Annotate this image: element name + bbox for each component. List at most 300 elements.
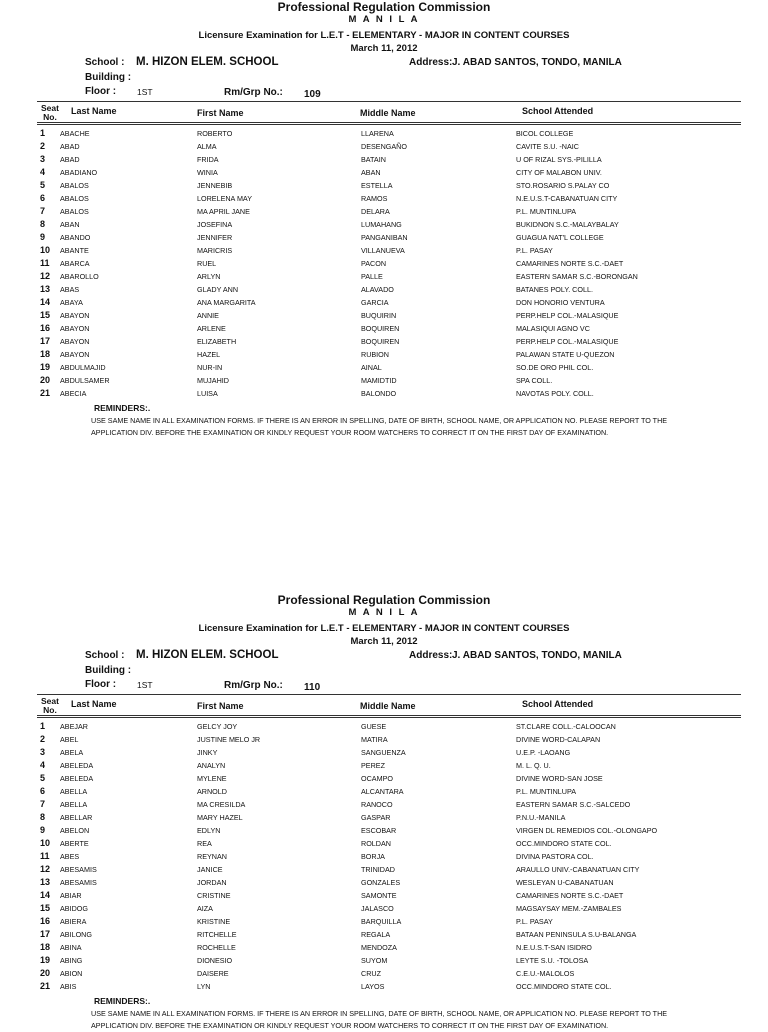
- first-name: JENNIFER: [197, 233, 233, 242]
- last-name: ABAYON: [60, 337, 90, 346]
- col-school-header: School Attended: [522, 699, 594, 709]
- last-name: ABAYON: [60, 311, 90, 320]
- seat-no: 7: [40, 206, 46, 216]
- school-attended: CAMARINES NORTE S.C.-DAET: [516, 259, 624, 268]
- seat-no: 13: [40, 284, 51, 294]
- exam-title: Licensure Examination for L.E.T - ELEMENTARY - MAJOR IN CONTENT COURSES: [198, 623, 570, 634]
- middle-name: BORJA: [361, 852, 385, 861]
- floor-value: 1ST: [137, 680, 153, 690]
- middle-name: CRUZ: [361, 969, 381, 978]
- table-row: [0, 720, 768, 733]
- header-rule-bottom: [37, 715, 741, 716]
- middle-name: JALASCO: [361, 904, 394, 913]
- reminders-text: USE SAME NAME IN ALL EXAMINATION FORMS. IF THERE IS AN ERROR IN SPELLING, DATE OF BIRTH, SCHOOL NAME, OR APPLICATION NO. PLEASE REPORT TO THE APPLICATION DIV. BEFORE THE EXAMINATION OR KINDLY REQUEST YOUR ROOM WATCHERS TO CORRECT IT ON THE FIRST DAY OF EXAMINATION.: [91, 416, 668, 437]
- school-attended: P.L. MUNTINLUPA: [516, 787, 577, 796]
- last-name: ABALOS: [60, 194, 89, 203]
- first-name: MYLENE: [197, 774, 227, 783]
- address-label: Address:: [409, 650, 453, 661]
- last-name: ABAD: [60, 142, 80, 151]
- examinee-list: [0, 127, 768, 400]
- seat-no: 18: [40, 349, 51, 359]
- first-name: AIZA: [197, 904, 213, 913]
- table-row: [0, 824, 768, 837]
- first-name: LYN: [197, 982, 211, 991]
- school-attended: LEYTE S.U. -TOLOSA: [516, 956, 589, 965]
- last-name: ABALOS: [60, 207, 89, 216]
- last-name: ABAYON: [60, 324, 90, 333]
- middle-name: OCAMPO: [361, 774, 393, 783]
- last-name: ABELON: [60, 826, 90, 835]
- org-title: Professional Regulation Commission: [277, 0, 491, 14]
- first-name: GELCY JOY: [197, 722, 238, 731]
- middle-name: LAYOS: [361, 982, 385, 991]
- seat-no: 9: [40, 232, 46, 242]
- school-attended: BICOL COLLEGE: [516, 129, 574, 138]
- school-attended: PERP.HELP COL.-MALASIQUE: [516, 337, 619, 346]
- seat-no: 16: [40, 916, 51, 926]
- middle-name: ABAN: [361, 168, 381, 177]
- first-name: JORDAN: [197, 878, 227, 887]
- last-name: ABIERA: [60, 917, 87, 926]
- floor-value: 1ST: [137, 87, 153, 97]
- seat-no: 3: [40, 747, 46, 757]
- table-row: [0, 876, 768, 889]
- first-name: MA APRIL JANE: [197, 207, 250, 216]
- middle-name: DELARA: [361, 207, 390, 216]
- school-attended: CAMARINES NORTE S.C.-DAET: [516, 891, 624, 900]
- table-row: [0, 166, 768, 179]
- school-attended: DIVINE WORD-SAN JOSE: [516, 774, 603, 783]
- room-label: Rm/Grp No.:: [224, 680, 283, 691]
- last-name: ABESAMIS: [60, 865, 97, 874]
- table-row: [0, 837, 768, 850]
- seat-no: 3: [40, 154, 46, 164]
- seat-no: 12: [40, 864, 51, 874]
- middle-name: ROLDAN: [361, 839, 391, 848]
- school-attended: PALAWAN STATE U-QUEZON: [516, 350, 615, 359]
- table-row: [0, 153, 768, 166]
- seat-no: 11: [40, 851, 50, 861]
- exam-date: March 11, 2012: [350, 636, 418, 647]
- seat-no: 4: [40, 167, 46, 177]
- seat-no: 19: [40, 362, 51, 372]
- school-attended: C.E.U.-MALOLOS: [516, 969, 575, 978]
- last-name: ABIS: [60, 982, 77, 991]
- first-name: REYNAN: [197, 852, 227, 861]
- last-name: ABARCA: [60, 259, 90, 268]
- school-label: School :: [85, 650, 125, 661]
- first-name: HAZEL: [197, 350, 221, 359]
- seat-no: 20: [40, 375, 51, 385]
- table-row: [0, 759, 768, 772]
- school-attended: DIVINE WORD-CALAPAN: [516, 735, 601, 744]
- examinee-list: [0, 720, 768, 993]
- seat-no: 6: [40, 193, 46, 203]
- seat-no: 10: [40, 838, 51, 848]
- middle-name: RANOCO: [361, 800, 393, 809]
- first-name: ROBERTO: [197, 129, 233, 138]
- last-name: ABELEDA: [60, 774, 94, 783]
- last-name: ABAS: [60, 285, 80, 294]
- table-row: [0, 733, 768, 746]
- school-attended: ST.CLARE COLL.-CALOOCAN: [516, 722, 616, 731]
- building-label: Building :: [85, 72, 132, 83]
- table-row: [0, 941, 768, 954]
- table-row: [0, 980, 768, 993]
- header-rule-top: [37, 101, 741, 102]
- reminders-title: REMINDERS:.: [94, 403, 151, 413]
- seat-no: 6: [40, 786, 46, 796]
- last-name: ABAYA: [60, 298, 83, 307]
- address-value: J. ABAD SANTOS, TONDO, MANILA: [452, 650, 622, 661]
- school-attended: CAVITE S.U. -NAIC: [516, 142, 579, 151]
- col-middle-header: Middle Name: [360, 108, 416, 118]
- school-attended: N.E.U.S.T-CABANATUAN CITY: [516, 194, 618, 203]
- school-attended: P.L. PASAY: [516, 917, 553, 926]
- table-row: [0, 192, 768, 205]
- seat-no: 8: [40, 219, 46, 229]
- table-row: [0, 798, 768, 811]
- seat-no: 14: [40, 890, 51, 900]
- middle-name: MATIRA: [361, 735, 388, 744]
- last-name: ABERTE: [60, 839, 89, 848]
- seat-no: 7: [40, 799, 46, 809]
- middle-name: GARCIA: [361, 298, 389, 307]
- col-last-header: Last Name: [71, 699, 117, 709]
- last-name: ABACHE: [60, 129, 90, 138]
- first-name: JOSEFINA: [197, 220, 233, 229]
- middle-name: TRINIDAD: [361, 865, 395, 874]
- middle-name: REGALA: [361, 930, 391, 939]
- middle-name: BOQUIREN: [361, 324, 400, 333]
- school-attended: OCC.MINDORO STATE COL.: [516, 839, 612, 848]
- seat-no: 12: [40, 271, 51, 281]
- first-name: ALMA: [197, 142, 217, 151]
- first-name: DAISERE: [197, 969, 229, 978]
- middle-name: AINAL: [361, 363, 382, 372]
- middle-name: GONZALES: [361, 878, 401, 887]
- middle-name: SAMONTE: [361, 891, 397, 900]
- sheet-header: [0, 593, 768, 648]
- table-row: [0, 746, 768, 759]
- col-first-header: First Name: [197, 701, 244, 711]
- middle-name: BARQUILLA: [361, 917, 402, 926]
- first-name: LORELENA MAY: [197, 194, 252, 203]
- school-attended: ARAULLO UNIV.-CABANATUAN CITY: [516, 865, 640, 874]
- room-label: Rm/Grp No.:: [224, 87, 283, 98]
- seat-no: 15: [40, 903, 51, 913]
- table-row: [0, 231, 768, 244]
- middle-name: GUESE: [361, 722, 387, 731]
- first-name: ROCHELLE: [197, 943, 236, 952]
- first-name: JENNEBIB: [197, 181, 233, 190]
- first-name: MA CRESILDA: [197, 800, 246, 809]
- table-row: [0, 811, 768, 824]
- address-value: J. ABAD SANTOS, TONDO, MANILA: [452, 57, 622, 68]
- middle-name: ESCOBAR: [361, 826, 397, 835]
- middle-name: PANGANIBAN: [361, 233, 408, 242]
- org-title: Professional Regulation Commission: [277, 593, 491, 607]
- first-name: MUJAHID: [197, 376, 229, 385]
- seat-no: 17: [40, 336, 51, 346]
- school-attended: U OF RIZAL SYS.-PILILLA: [516, 155, 602, 164]
- first-name: ARLENE: [197, 324, 226, 333]
- last-name: ABDULSAMER: [60, 376, 110, 385]
- seat-no: 2: [40, 734, 46, 744]
- seat-no: 13: [40, 877, 51, 887]
- seat-no: 5: [40, 180, 46, 190]
- col-first-header: First Name: [197, 108, 244, 118]
- seat-no: 4: [40, 760, 46, 770]
- middle-name: BALONDO: [361, 389, 397, 398]
- table-row: [0, 179, 768, 192]
- last-name: ABADIANO: [60, 168, 98, 177]
- first-name: NUR-IN: [197, 363, 223, 372]
- seat-no: 5: [40, 773, 46, 783]
- last-name: ABELEDA: [60, 761, 94, 770]
- table-row: [0, 863, 768, 876]
- seat-no: 9: [40, 825, 46, 835]
- table-row: [0, 374, 768, 387]
- room-sheet: [0, 593, 768, 1030]
- first-name: WINIA: [197, 168, 218, 177]
- school-attended: VIRGEN DL REMEDIOS COL.-OLONGAPO: [516, 826, 658, 835]
- middle-name: PACON: [361, 259, 387, 268]
- last-name: ABELLA: [60, 787, 88, 796]
- table-row: [0, 127, 768, 140]
- table-row: [0, 244, 768, 257]
- middle-name: ALAVADO: [361, 285, 394, 294]
- first-name: FRIDA: [197, 155, 219, 164]
- first-name: ARLYN: [197, 272, 221, 281]
- first-name: ARNOLD: [197, 787, 227, 796]
- seat-no: 2: [40, 141, 46, 151]
- last-name: ABILONG: [60, 930, 92, 939]
- first-name: DIONESIO: [197, 956, 233, 965]
- last-name: ABECIA: [60, 389, 87, 398]
- school-attended: MALASIQUI AGNO VC: [516, 324, 590, 333]
- reminders-text: USE SAME NAME IN ALL EXAMINATION FORMS. IF THERE IS AN ERROR IN SPELLING, DATE OF BIRTH, SCHOOL NAME, OR APPLICATION NO. PLEASE REPORT TO THE APPLICATION DIV. BEFORE THE EXAMINATION OR KINDLY REQUEST YOUR ROOM WATCHERS TO CORRECT IT ON THE FIRST DAY OF EXAMINATION.: [91, 1009, 668, 1030]
- school-attended: DIVINA PASTORA COL.: [516, 852, 594, 861]
- middle-name: LLARENA: [361, 129, 394, 138]
- header-rule-bottom-2: [37, 717, 741, 718]
- school-attended: P.N.U.-MANILA: [516, 813, 566, 822]
- last-name: ABING: [60, 956, 83, 965]
- table-row: [0, 954, 768, 967]
- last-name: ABEJAR: [60, 722, 88, 731]
- middle-name: PEREZ: [361, 761, 385, 770]
- last-name: ABAROLLO: [60, 272, 99, 281]
- table-row: [0, 283, 768, 296]
- table-row: [0, 140, 768, 153]
- table-row: [0, 335, 768, 348]
- first-name: MARICRIS: [197, 246, 233, 255]
- middle-name: BATAIN: [361, 155, 386, 164]
- school-attended: BATAAN PENINSULA S.U-BALANGA: [516, 930, 637, 939]
- last-name: ABANTE: [60, 246, 89, 255]
- first-name: ANNIE: [197, 311, 219, 320]
- room-sheet: [0, 0, 768, 437]
- reminders-title: REMINDERS:.: [94, 996, 151, 1006]
- first-name: EDLYN: [197, 826, 221, 835]
- school-attended: MAGSAYSAY MEM.-ZAMBALES: [516, 904, 622, 913]
- table-row: [0, 915, 768, 928]
- school-attended: EASTERN SAMAR S.C.-BORONGAN: [516, 272, 638, 281]
- seat-no: 1: [40, 721, 46, 731]
- school-attended: U.E.P. -LAOANG: [516, 748, 571, 757]
- last-name: ABES: [60, 852, 80, 861]
- school-name: M. HIZON ELEM. SCHOOL: [136, 56, 279, 68]
- school-name: M. HIZON ELEM. SCHOOL: [136, 649, 279, 661]
- middle-name: RUBION: [361, 350, 389, 359]
- first-name: JINKY: [197, 748, 218, 757]
- table-row: [0, 218, 768, 231]
- first-name: ELIZABETH: [197, 337, 237, 346]
- last-name: ABAD: [60, 155, 80, 164]
- seat-no: 8: [40, 812, 46, 822]
- first-name: RUEL: [197, 259, 217, 268]
- room-number: 109: [304, 89, 321, 100]
- table-row: [0, 785, 768, 798]
- school-attended: EASTERN SAMAR S.C.-SALCEDO: [516, 800, 631, 809]
- middle-name: SANGUENZA: [361, 748, 406, 757]
- first-name: CRISTINE: [197, 891, 231, 900]
- school-attended: P.L. PASAY: [516, 246, 553, 255]
- col-seat-header: Seat No.: [41, 103, 59, 122]
- last-name: ABAYON: [60, 350, 90, 359]
- middle-name: LUMAHANG: [361, 220, 402, 229]
- seat-no: 10: [40, 245, 51, 255]
- last-name: ABIAR: [60, 891, 82, 900]
- col-middle-header: Middle Name: [360, 701, 416, 711]
- seat-no: 21: [40, 981, 51, 991]
- middle-name: VILLANUEVA: [361, 246, 405, 255]
- table-row: [0, 296, 768, 309]
- table-row: [0, 967, 768, 980]
- middle-name: BOQUIREN: [361, 337, 400, 346]
- school-attended: SPA COLL.: [516, 376, 553, 385]
- school-attended: DON HONORIO VENTURA: [516, 298, 605, 307]
- table-row: [0, 322, 768, 335]
- exam-title: Licensure Examination for L.E.T - ELEMENTARY - MAJOR IN CONTENT COURSES: [198, 30, 570, 41]
- last-name: ABALOS: [60, 181, 89, 190]
- middle-name: SUYOM: [361, 956, 388, 965]
- floor-label: Floor :: [85, 86, 117, 97]
- middle-name: DESENGAÑO: [361, 142, 407, 151]
- school-attended: OCC.MINDORO STATE COL.: [516, 982, 612, 991]
- school-attended: WESLEYAN U-CABANATUAN: [516, 878, 614, 887]
- last-name: ABESAMIS: [60, 878, 97, 887]
- seat-no: 1: [40, 128, 46, 138]
- middle-name: BUQUIRIN: [361, 311, 397, 320]
- table-row: [0, 361, 768, 374]
- building-label: Building :: [85, 665, 132, 676]
- last-name: ABION: [60, 969, 83, 978]
- school-attended: P.L. MUNTINLUPA: [516, 207, 577, 216]
- table-row: [0, 889, 768, 902]
- header-rule-bottom-2: [37, 124, 741, 125]
- first-name: JUSTINE MELO JR: [197, 735, 261, 744]
- col-seat-header: Seat No.: [41, 696, 59, 715]
- sheet-header: [0, 0, 768, 55]
- floor-label: Floor :: [85, 679, 117, 690]
- last-name: ABINA: [60, 943, 82, 952]
- middle-name: GASPAR: [361, 813, 391, 822]
- seat-no: 17: [40, 929, 51, 939]
- seat-no: 11: [40, 258, 50, 268]
- header-rule-top: [37, 694, 741, 695]
- table-row: [0, 850, 768, 863]
- table-row: [0, 902, 768, 915]
- school-attended: BUKIDNON S.C.-MALAYBALAY: [516, 220, 619, 229]
- middle-name: PALLE: [361, 272, 383, 281]
- seat-no: 21: [40, 388, 51, 398]
- middle-name: MAMIDTID: [361, 376, 397, 385]
- first-name: RITCHELLE: [197, 930, 237, 939]
- first-name: ANA MARGARITA: [197, 298, 256, 307]
- school-attended: N.E.U.S.T-SAN ISIDRO: [516, 943, 592, 952]
- last-name: ABIDOG: [60, 904, 88, 913]
- table-row: [0, 257, 768, 270]
- school-attended: STO.ROSARIO S.PALAY CO: [516, 181, 610, 190]
- middle-name: RAMOS: [361, 194, 388, 203]
- table-row: [0, 309, 768, 322]
- table-row: [0, 928, 768, 941]
- city-title: M A N I L A: [348, 607, 420, 618]
- table-row: [0, 205, 768, 218]
- last-name: ABANDO: [60, 233, 91, 242]
- first-name: MARY HAZEL: [197, 813, 243, 822]
- last-name: ABAN: [60, 220, 80, 229]
- first-name: JANICE: [197, 865, 223, 874]
- school-attended: GUAGUA NAT'L COLLEGE: [516, 233, 604, 242]
- last-name: ABELA: [60, 748, 84, 757]
- header-rule-bottom: [37, 122, 741, 123]
- seat-no: 15: [40, 310, 51, 320]
- seat-no: 18: [40, 942, 51, 952]
- table-row: [0, 387, 768, 400]
- school-attended: SO.DE ORO PHIL COL.: [516, 363, 594, 372]
- seat-no: 14: [40, 297, 51, 307]
- school-attended: M. L. Q. U.: [516, 761, 551, 770]
- seat-no: 20: [40, 968, 51, 978]
- table-row: [0, 270, 768, 283]
- first-name: ANALYN: [197, 761, 226, 770]
- middle-name: ALCANTARA: [361, 787, 404, 796]
- first-name: GLADY ANN: [197, 285, 239, 294]
- col-last-header: Last Name: [71, 106, 117, 116]
- school-attended: PERP.HELP COL.-MALASIQUE: [516, 311, 619, 320]
- table-row: [0, 772, 768, 785]
- school-label: School :: [85, 57, 125, 68]
- last-name: ABELLA: [60, 800, 88, 809]
- address-label: Address:: [409, 57, 453, 68]
- middle-name: MENDOZA: [361, 943, 397, 952]
- city-title: M A N I L A: [348, 14, 420, 25]
- middle-name: ESTELLA: [361, 181, 393, 190]
- school-attended: NAVOTAS POLY. COLL.: [516, 389, 594, 398]
- room-number: 110: [304, 682, 321, 693]
- school-attended: BATANES POLY. COLL.: [516, 285, 593, 294]
- seat-no: 16: [40, 323, 51, 333]
- table-row: [0, 348, 768, 361]
- exam-date: March 11, 2012: [350, 43, 418, 54]
- seat-no: 19: [40, 955, 51, 965]
- first-name: LUISA: [197, 389, 218, 398]
- first-name: KRISTINE: [197, 917, 231, 926]
- last-name: ABEL: [60, 735, 79, 744]
- first-name: REA: [197, 839, 212, 848]
